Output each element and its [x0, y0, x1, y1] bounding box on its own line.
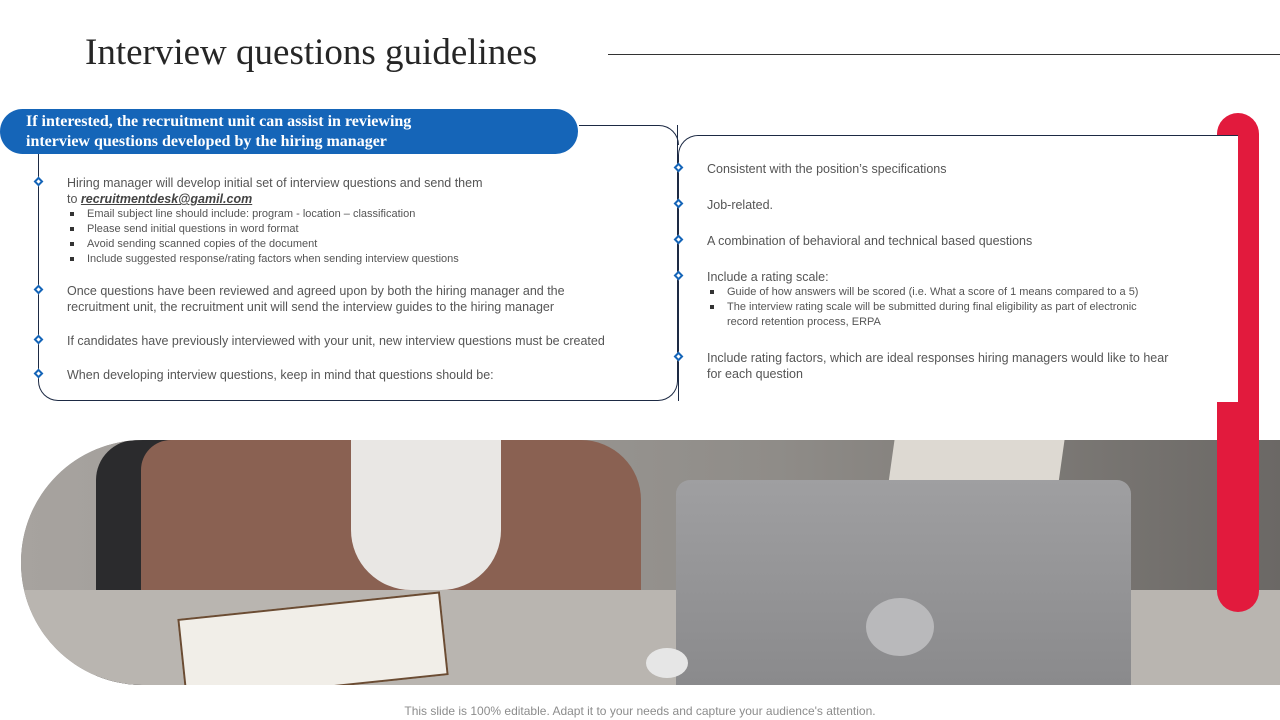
left-item-2-line-2: recruitment unit, the recruitment unit will send the interview guides to the hiring manager	[67, 300, 555, 314]
sub-item: Avoid sending scanned copies of the document	[68, 237, 637, 252]
left-item-2	[67, 283, 637, 315]
right-item-2-text: Job-related.	[707, 198, 774, 212]
page-title: Interview questions guidelines	[85, 32, 538, 73]
right-item-1-text: Consistent with the position’s specifications	[707, 162, 947, 176]
left-item-1	[67, 175, 637, 267]
sub-item-continued: record retention process, ERPA	[727, 316, 881, 328]
footer-note: This slide is 100% editable. Adapt it to your needs and capture your audience's attention.	[404, 704, 876, 718]
right-item-4-text: Include a rating scale:	[707, 270, 829, 284]
left-item-1-text: Hiring manager will develop initial set of interview questions and send them	[67, 176, 483, 190]
right-item-3-text: A combination of behavioral and technical based questions	[707, 234, 1033, 248]
left-item-4	[67, 367, 637, 383]
left-item-3	[67, 333, 647, 349]
left-item-1-to: to	[67, 192, 78, 206]
sub-item: Include suggested response/rating factors when sending interview questions	[68, 252, 637, 267]
banner-line-2: interview questions developed by the hiring manager	[26, 133, 387, 150]
left-item-4-text: When developing interview questions, keep in mind that questions should be:	[67, 368, 494, 382]
banner-line-1: If interested, the recruitment unit can assist in reviewing	[26, 113, 412, 130]
right-item-3	[707, 233, 1207, 249]
right-item-5	[707, 350, 1207, 382]
title-divider	[608, 54, 1280, 55]
email-link[interactable]: recruitmentdesk@gamil.com	[80, 192, 253, 206]
sub-item: Guide of how answers will be scored (i.e. What a score of 1 means compared to a 5)	[708, 285, 1207, 300]
left-item-2-line-1: Once questions have been reviewed and agreed upon by both the hiring manager and the	[67, 284, 565, 298]
sub-item: The interview rating scale will be submitted during final eligibility as part of electronic	[708, 300, 1207, 315]
right-item-1	[707, 161, 1207, 177]
right-item-5-line-1: Include rating factors, which are ideal responses hiring managers would like to hear	[707, 351, 1169, 365]
sub-item: Please send initial questions in word format	[68, 222, 637, 237]
right-item-4	[707, 269, 1207, 330]
right-item-2	[707, 197, 1207, 213]
right-item-5-line-2: for each question	[707, 367, 803, 381]
left-item-3-text: If candidates have previously interviewed with your unit, new interview questions must be created	[67, 334, 605, 348]
meeting-photo	[21, 440, 1280, 685]
info-banner	[0, 109, 578, 154]
sub-item: Email subject line should include: program - location – classification	[68, 207, 637, 222]
